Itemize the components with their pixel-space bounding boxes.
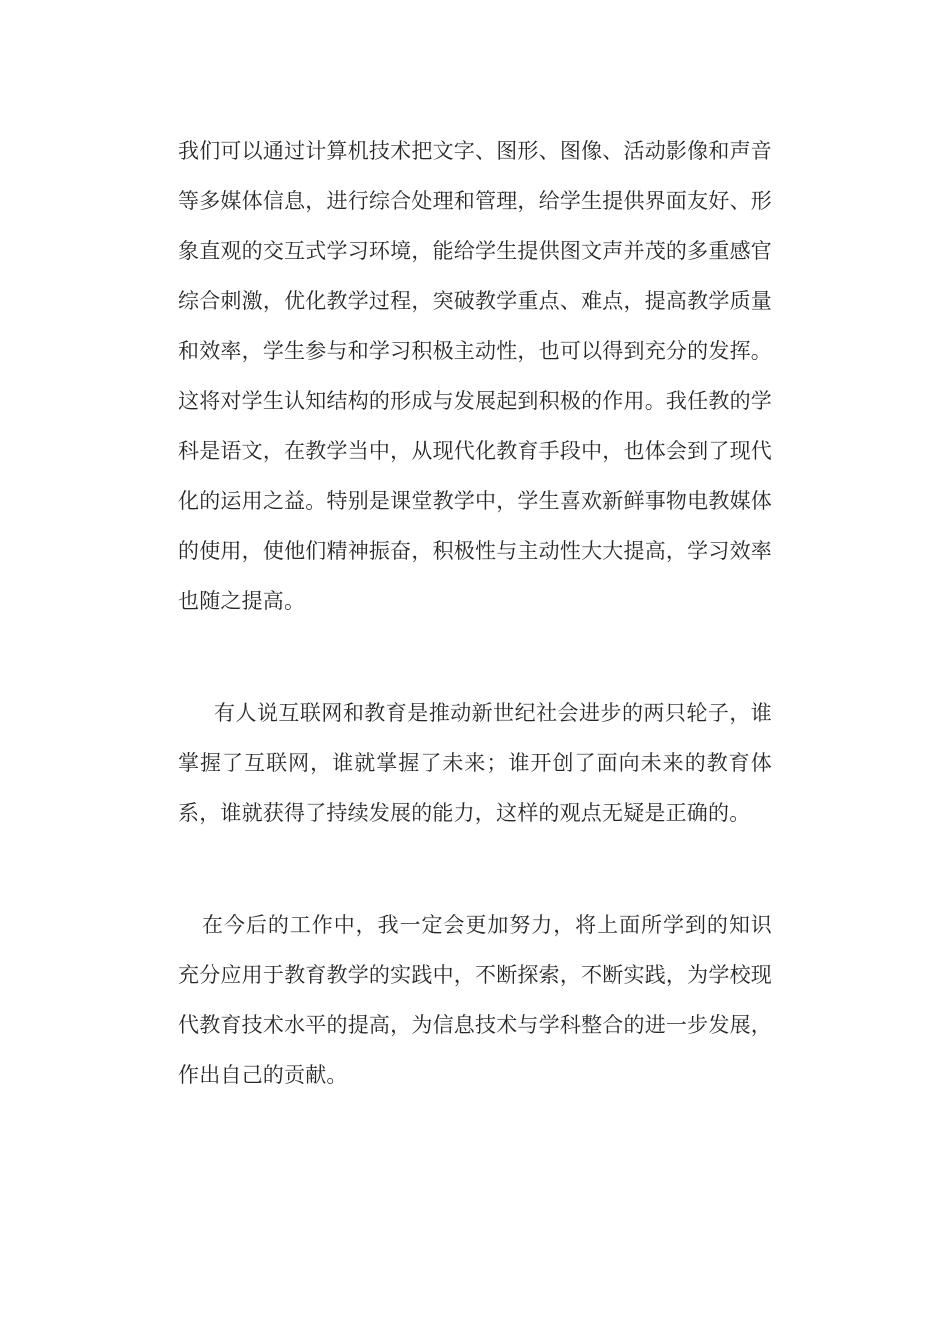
paragraph-future-commitment: 在今后的工作中，我一定会更加努力，将上面所学到的知识充分应用于教育教学的实践中，不断探索，不断实践，为学校现代教育技术水平的提高，为信息技术与学科整合的进一步发展，作出自己的贡献。	[178, 913, 772, 1087]
paragraph-internet-education: 有人说互联网和教育是推动新世纪社会进步的两只轮子，谁掌握了互联网，谁就掌握了未来；谁开创了面向未来的教育体系，谁就获得了持续发展的能力，这样的观点无疑是正确的。	[178, 701, 772, 825]
paragraph-multimedia-benefits: 我们可以通过计算机技术把文字、图形、图像、活动影像和声音等多媒体信息，进行综合处理和管理，给学生提供界面友好、形象直观的交互式学习环境，能给学生提供图文声并茂的多重感官综合刺激，优化教学过程，突破教学重点、难点，提高教学质量和效率，学生参与和学习积极主动性，也可以得到充分的发挥。这将对学生认知结构的形成与发展起到积极的作用。我任教的学科是语文，在教学当中，从现代化教育手段中，也体会到了现代化的运用之益。特别是课堂教学中，学生喜欢新鲜事物电教媒体的使用，使他们精神振奋，积极性与主动性大大提高，学习效率也随之提高。	[178, 139, 772, 613]
